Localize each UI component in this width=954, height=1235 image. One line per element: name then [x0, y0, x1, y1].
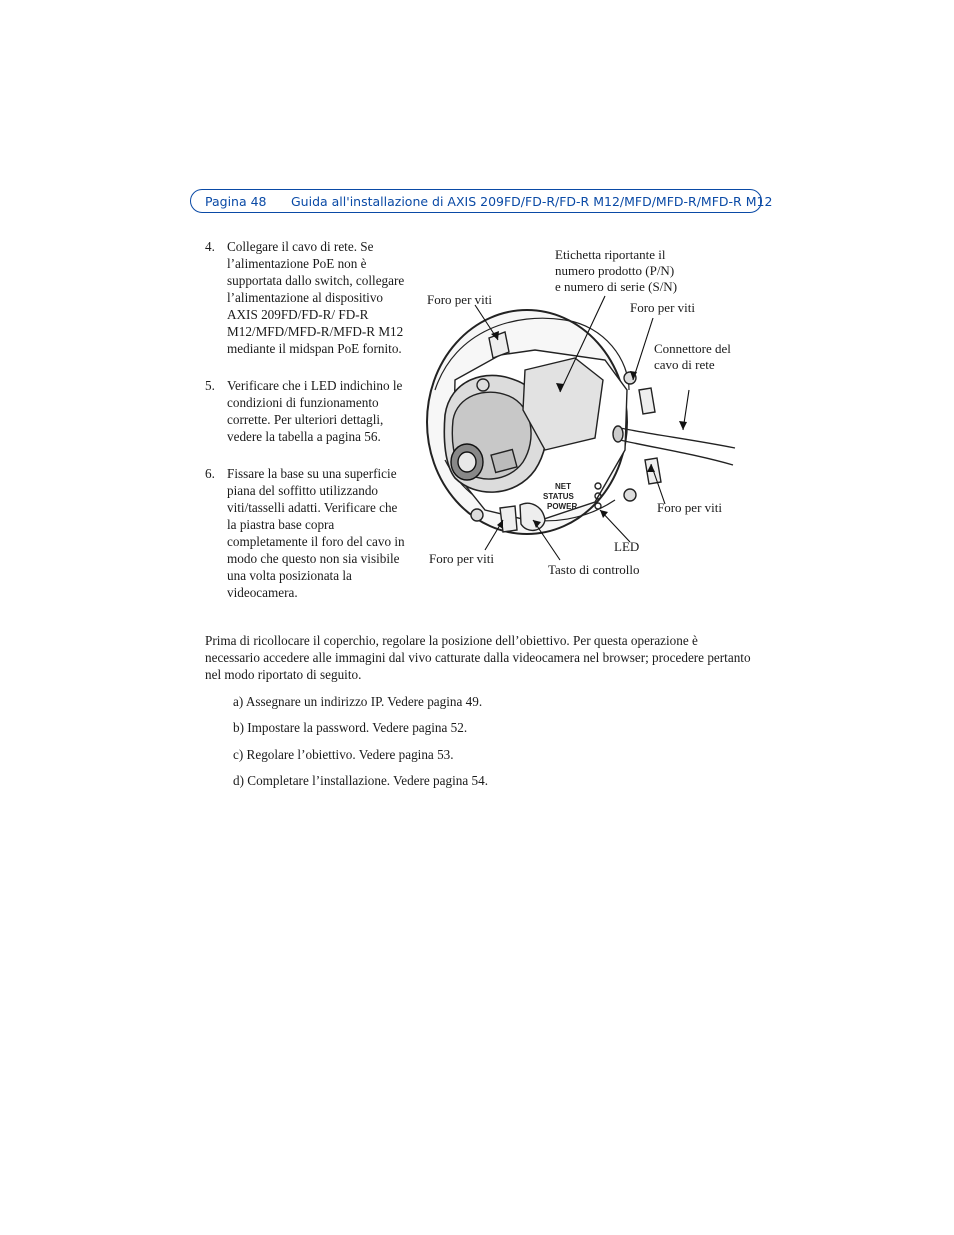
label-foro-bottom-left: Foro per viti: [429, 551, 494, 566]
camera-base-diagram: [415, 240, 755, 585]
step-item: [205, 465, 410, 601]
label-foro-right: Foro per viti: [657, 500, 722, 515]
led-power-text: POWER: [547, 502, 578, 511]
step-item: [205, 377, 410, 445]
leader-foro-tr: [633, 318, 653, 380]
page-header: [190, 189, 773, 213]
step-number: 4.: [205, 239, 215, 254]
steps-list: [205, 238, 410, 621]
sub-step-c: c) Regolare l’obiettivo. Vedere pagina 53.: [233, 747, 454, 762]
step-text: Fissare la base su una superficie piana del soffitto utilizzando viti/tasselli adatti. Verificare che la piastra base copra completamente il foro del cavo in modo che questo non sia visibile una volta posizionata la videocamera.: [227, 466, 405, 600]
guide-title: Guida all'installazione di AXIS 209FD/FD-R/FD-R M12/MFD/MFD-R/MFD-R M12: [291, 194, 773, 209]
led-status-text: STATUS: [543, 492, 574, 501]
label-led: LED: [614, 539, 640, 554]
label-foro-top-left: Foro per viti: [427, 292, 492, 307]
sub-step-b: b) Impostare la password. Vedere pagina 52.: [233, 720, 468, 735]
sub-step-a: a) Assegnare un indirizzo IP. Vedere pagina 49.: [233, 694, 483, 709]
label-foro-top-right: Foro per viti: [630, 300, 695, 315]
step-text: Collegare il cavo di rete. Se l’alimentazione PoE non è supportata dallo switch, collegare l’alimentazione al dispositivo AXIS 209FD/FD-R/ FD-R M12/MFD/MFD-R/MFD-R M12 mediante il midspan PoE fornito.: [227, 239, 405, 356]
intro-paragraph: Prima di ricollocare il coperchio, regolare la posizione dell’obiettivo. Per questa operazione è necessario accedere alle immagini dal vivo catturate dalla videocamera nel browser; procedere pertanto nel modo riportato di seguito.: [205, 633, 751, 682]
step-text: Verificare che i LED indichino le condizioni di funzionamento corrette. Per ulteriori dettagli, vedere la tabella a pagina 56.: [227, 378, 403, 444]
sub-step-d: d) Completare l’installazione. Vedere pagina 54.: [233, 773, 488, 788]
led-net-text: NET: [555, 482, 571, 491]
step-item: [205, 238, 410, 357]
step-number: 5.: [205, 378, 215, 393]
page-number: Pagina 48: [205, 194, 267, 209]
step-number: 6.: [205, 466, 215, 481]
label-tasto: Tasto di controllo: [548, 562, 640, 577]
label-connettore: Connettore del cavo di rete: [654, 341, 731, 372]
label-etichetta: Etichetta riportante il numero prodotto (P/N) e numero di serie (S/N): [555, 247, 678, 294]
